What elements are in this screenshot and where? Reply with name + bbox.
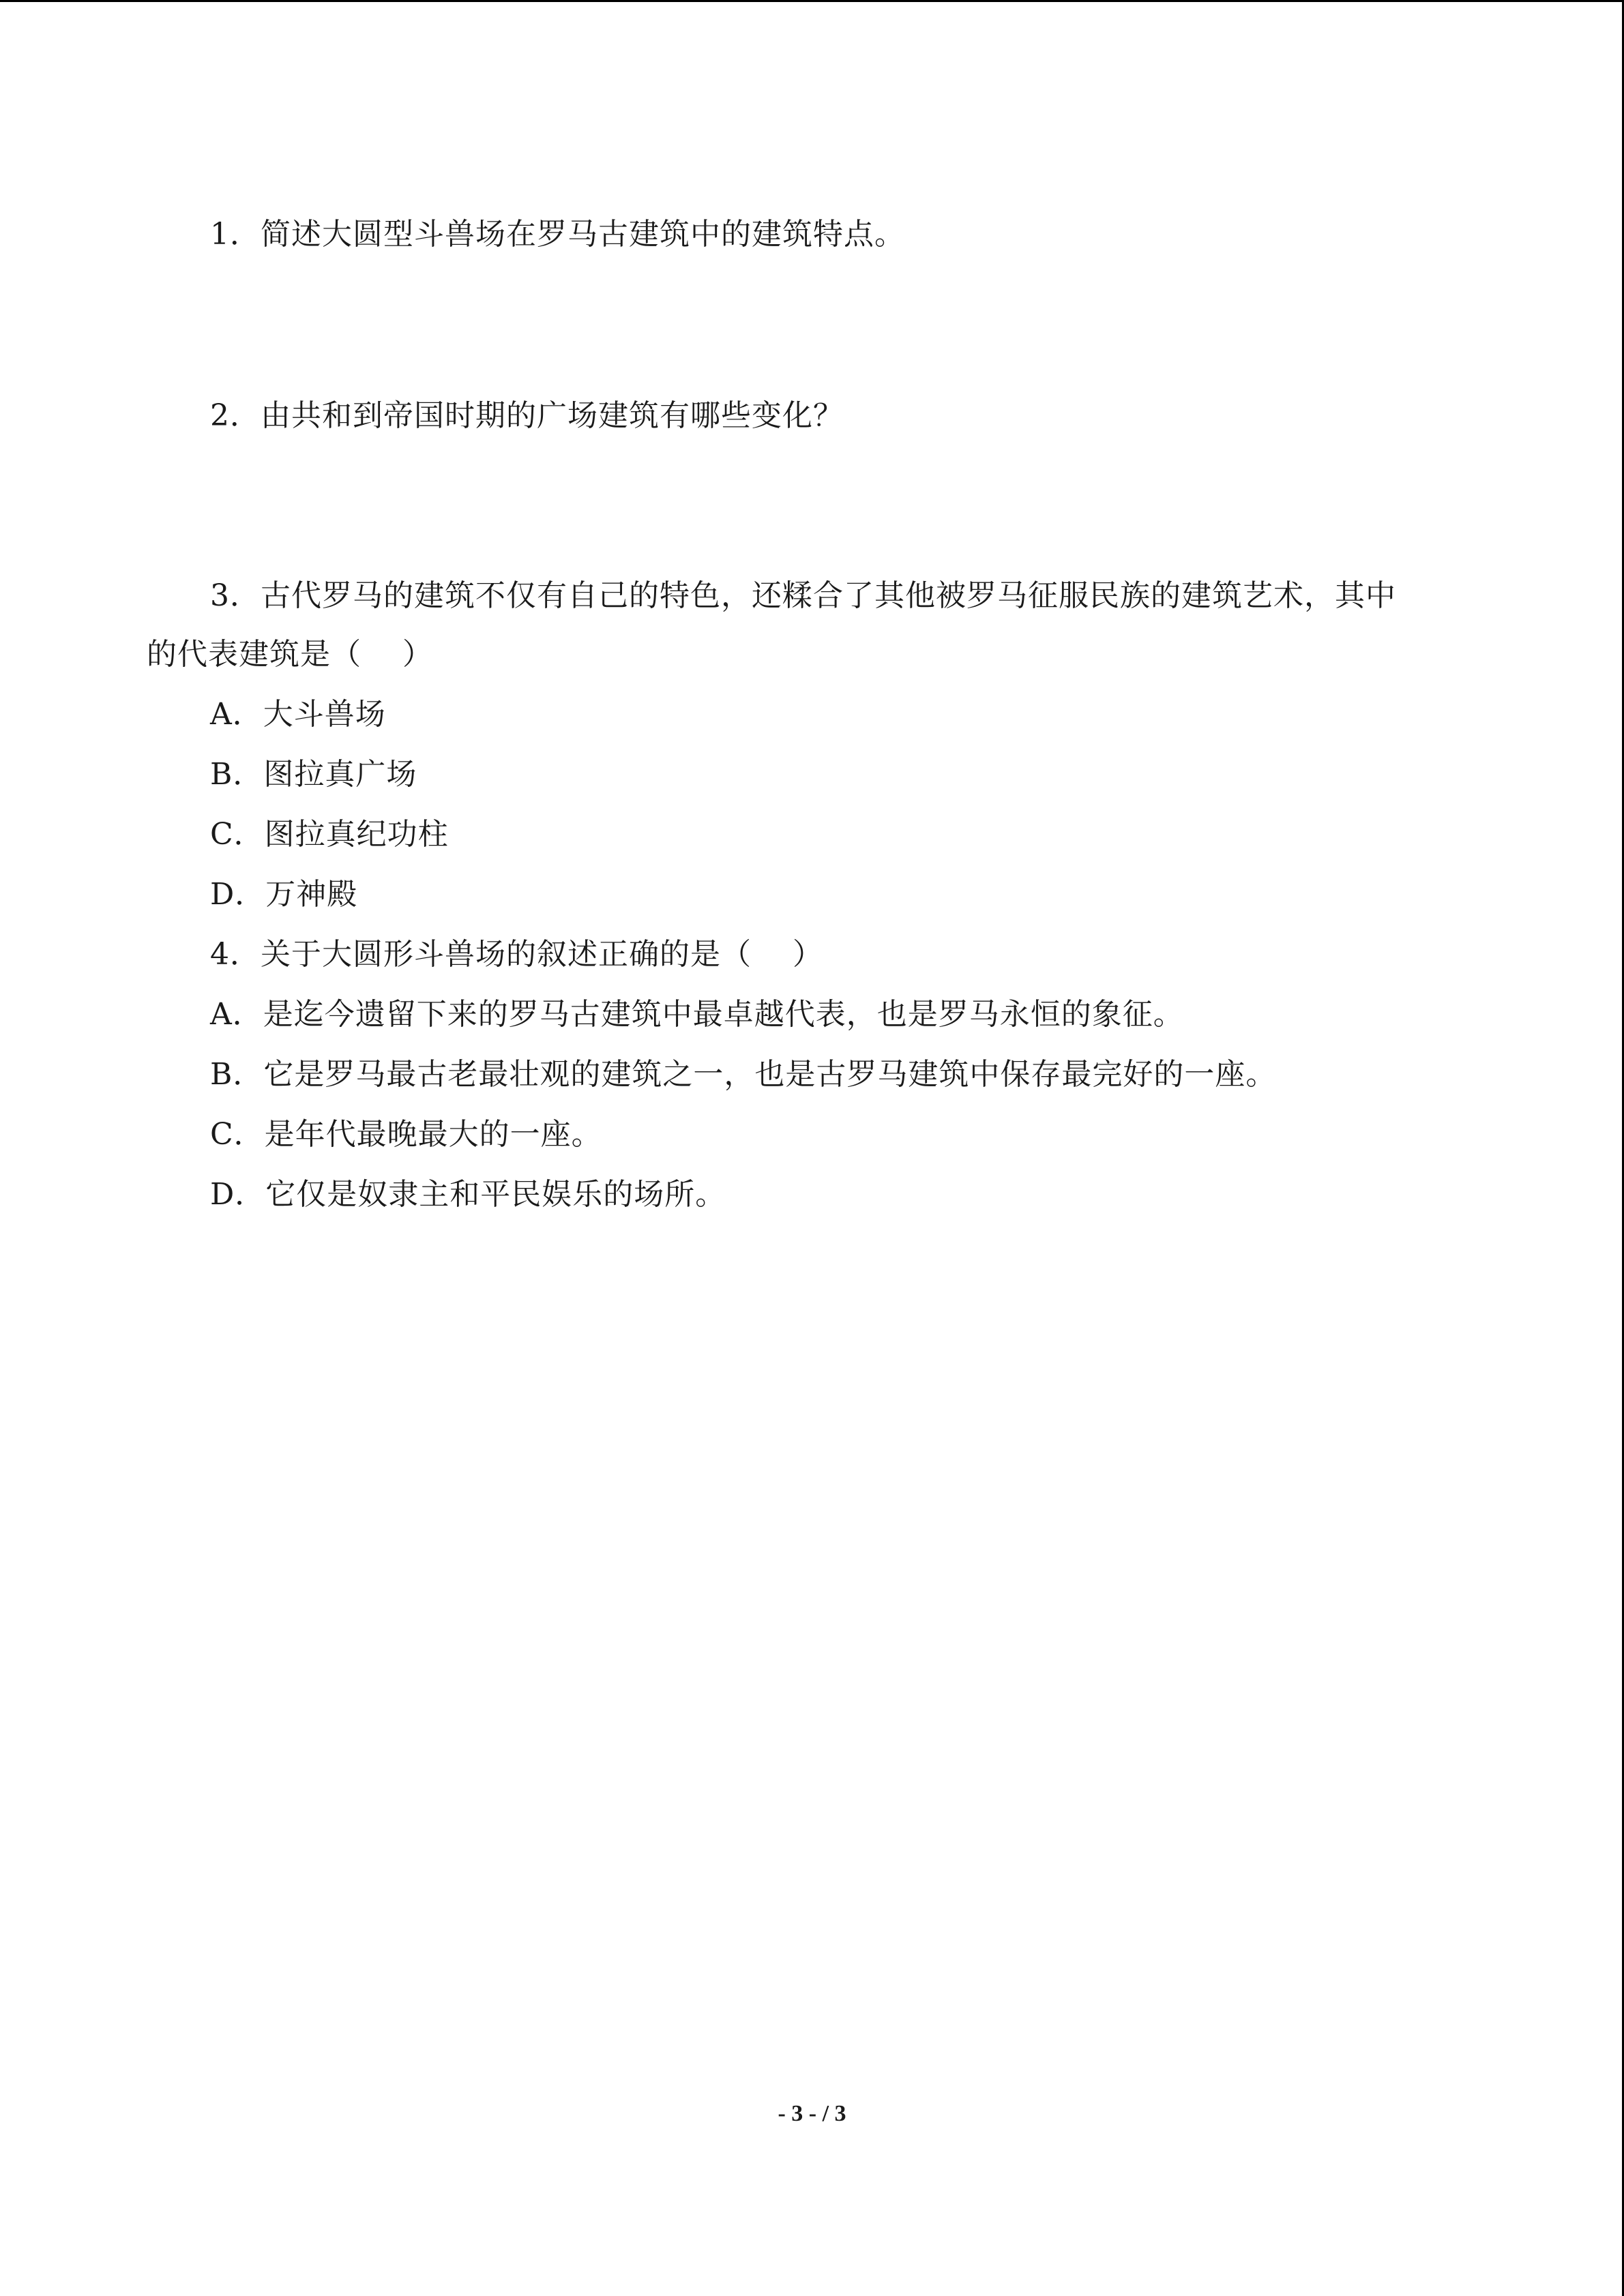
question-3-option-d: D．万神殿	[210, 877, 358, 912]
question-3-line-2: 的代表建筑是（ ）	[147, 637, 433, 672]
question-2: 2．由共和到帝国时期的广场建筑有哪些变化？	[210, 398, 844, 433]
question-1: 1．简述大圆型斗兽场在罗马古建筑中的建筑特点。	[210, 217, 905, 252]
question-3-option-a: A．大斗兽场	[210, 697, 386, 732]
question-4: 4．关于大圆形斗兽场的叙述正确的是（ ）	[210, 937, 823, 972]
question-3-option-c: C．图拉真纪功柱	[210, 817, 449, 852]
question-4-option-a: A．是迄今遗留下来的罗马古建筑中最卓越代表，也是罗马永恒的象征。	[210, 997, 1184, 1032]
question-4-option-b: B．它是罗马最古老最壮观的建筑之一，也是古罗马建筑中保存最完好的一座。	[210, 1057, 1277, 1092]
question-3-option-b: B．图拉真广场	[210, 757, 417, 792]
question-4-option-c: C．是年代最晚最大的一座。	[210, 1117, 602, 1152]
question-4-option-d: D．它仅是奴隶主和平民娱乐的场所。	[210, 1177, 726, 1212]
page-number: - 3 - / 3	[778, 2101, 846, 2126]
question-3-line-1: 3．古代罗马的建筑不仅有自己的特色，还糅合了其他被罗马征服民族的建筑艺术，其中	[210, 578, 1396, 613]
